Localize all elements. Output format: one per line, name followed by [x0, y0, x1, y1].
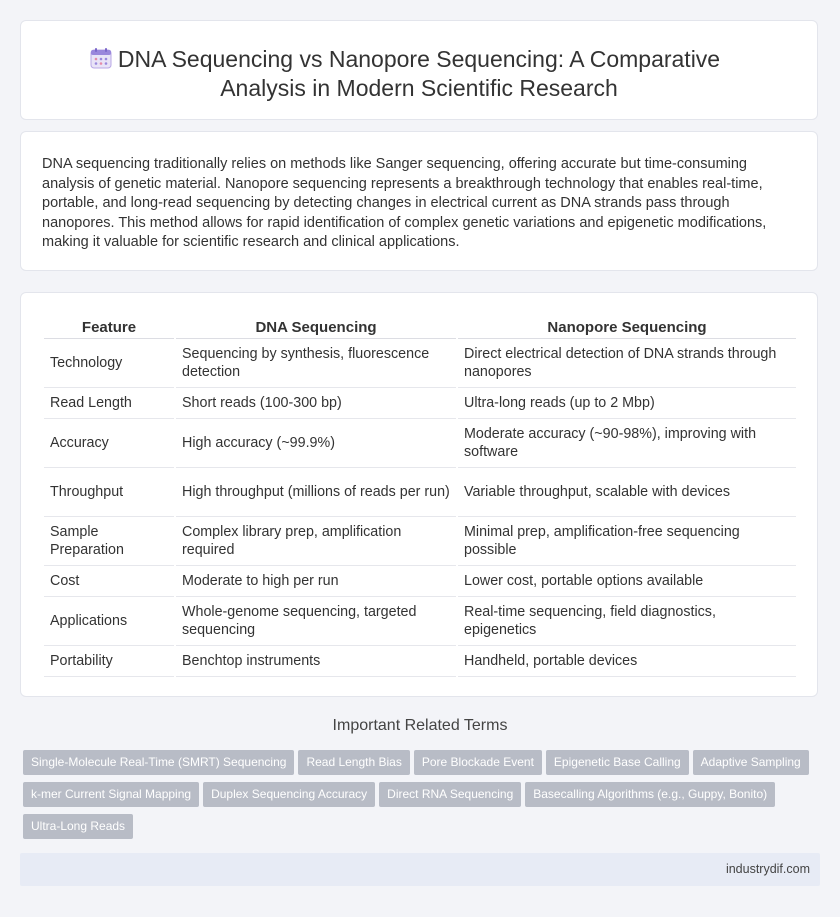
table-cell-feature: Read Length [44, 388, 174, 419]
table-cell-nanopore: Moderate accuracy (~90-98%), improving with software [458, 419, 796, 468]
term-tag[interactable]: Direct RNA Sequencing [379, 782, 521, 807]
table-cell-nanopore: Ultra-long reads (up to 2 Mbp) [458, 388, 796, 419]
intro-paragraph: DNA sequencing traditionally relies on methods like Sanger sequencing, offering accurate but time-consuming analysis of genetic material. Nanopore sequencing represents a breakthrough technology that enables real-time, portable, and long-read sequencing by detecting changes in electrical current as DNA strands pass through nanopores. This method allows for rapid identification of complex genetic variations and epigenetic modifications, making it valuable for scientific research and clinical applications. [42, 156, 767, 251]
table-row [44, 419, 796, 468]
term-tag[interactable]: Single-Molecule Real-Time (SMRT) Sequencing [23, 750, 294, 775]
term-tag[interactable]: Duplex Sequencing Accuracy [203, 782, 375, 807]
term-tag[interactable]: Pore Blockade Event [414, 750, 542, 775]
table-header-row [44, 315, 796, 339]
column-header-nanopore-sequencing: Nanopore Sequencing [458, 315, 796, 339]
intro-card [20, 131, 818, 271]
table-cell-feature: Accuracy [44, 419, 174, 468]
column-header-dna-sequencing: DNA Sequencing [176, 315, 456, 339]
table-cell-nanopore: Variable throughput, scalable with devices [458, 468, 796, 517]
table-cell-nanopore: Lower cost, portable options available [458, 566, 796, 597]
term-tag[interactable]: k-mer Current Signal Mapping [23, 782, 199, 807]
related-terms-list [23, 750, 823, 846]
table-row [44, 597, 796, 646]
table-cell-feature: Throughput [44, 468, 174, 517]
table-cell-dna: Moderate to high per run [176, 566, 456, 597]
term-tag[interactable]: Epigenetic Base Calling [546, 750, 689, 775]
table-cell-feature: Portability [44, 646, 174, 677]
table-cell-dna: High throughput (millions of reads per run) [176, 468, 456, 517]
table-cell-dna: Benchtop instruments [176, 646, 456, 677]
term-tag[interactable]: Adaptive Sampling [693, 750, 809, 775]
comparison-table [42, 315, 798, 677]
page-title: DNA Sequencing vs Nanopore Sequencing: A Comparative Analysis in Modern Scientific Research [117, 46, 721, 101]
table-row [44, 517, 796, 566]
table-cell-nanopore: Minimal prep, amplification-free sequencing possible [458, 517, 796, 566]
table-row [44, 468, 796, 517]
table-cell-feature: Cost [44, 566, 174, 597]
related-terms-heading: Important Related Terms [332, 717, 508, 734]
table-cell-dna: High accuracy (~99.9%) [176, 419, 456, 468]
table-row [44, 339, 796, 388]
table-row [44, 388, 796, 419]
footer-bar [20, 853, 820, 886]
table-cell-nanopore: Real-time sequencing, field diagnostics, epigenetics [458, 597, 796, 646]
table-cell-feature: Applications [44, 597, 174, 646]
table-cell-dna: Short reads (100-300 bp) [176, 388, 456, 419]
table-row [44, 646, 796, 677]
term-tag[interactable]: Ultra-Long Reads [23, 814, 133, 839]
table-cell-dna: Complex library prep, amplification required [176, 517, 456, 566]
table-row [44, 566, 796, 597]
table-cell-nanopore: Direct electrical detection of DNA strands through nanopores [458, 339, 796, 388]
table-cell-nanopore: Handheld, portable devices [458, 646, 796, 677]
table-cell-feature: Sample Preparation [44, 517, 174, 566]
comparison-table-card [20, 292, 818, 697]
table-cell-dna: Whole-genome sequencing, targeted sequencing [176, 597, 456, 646]
footer-site-link[interactable]: industrydif.com [725, 862, 810, 876]
term-tag[interactable]: Read Length Bias [298, 750, 409, 775]
term-tag[interactable]: Basecalling Algorithms (e.g., Guppy, Bonito) [525, 782, 775, 807]
column-header-feature: Feature [44, 315, 174, 339]
table-cell-feature: Technology [44, 339, 174, 388]
table-cell-dna: Sequencing by synthesis, fluorescence detection [176, 339, 456, 388]
header-card [20, 20, 818, 120]
